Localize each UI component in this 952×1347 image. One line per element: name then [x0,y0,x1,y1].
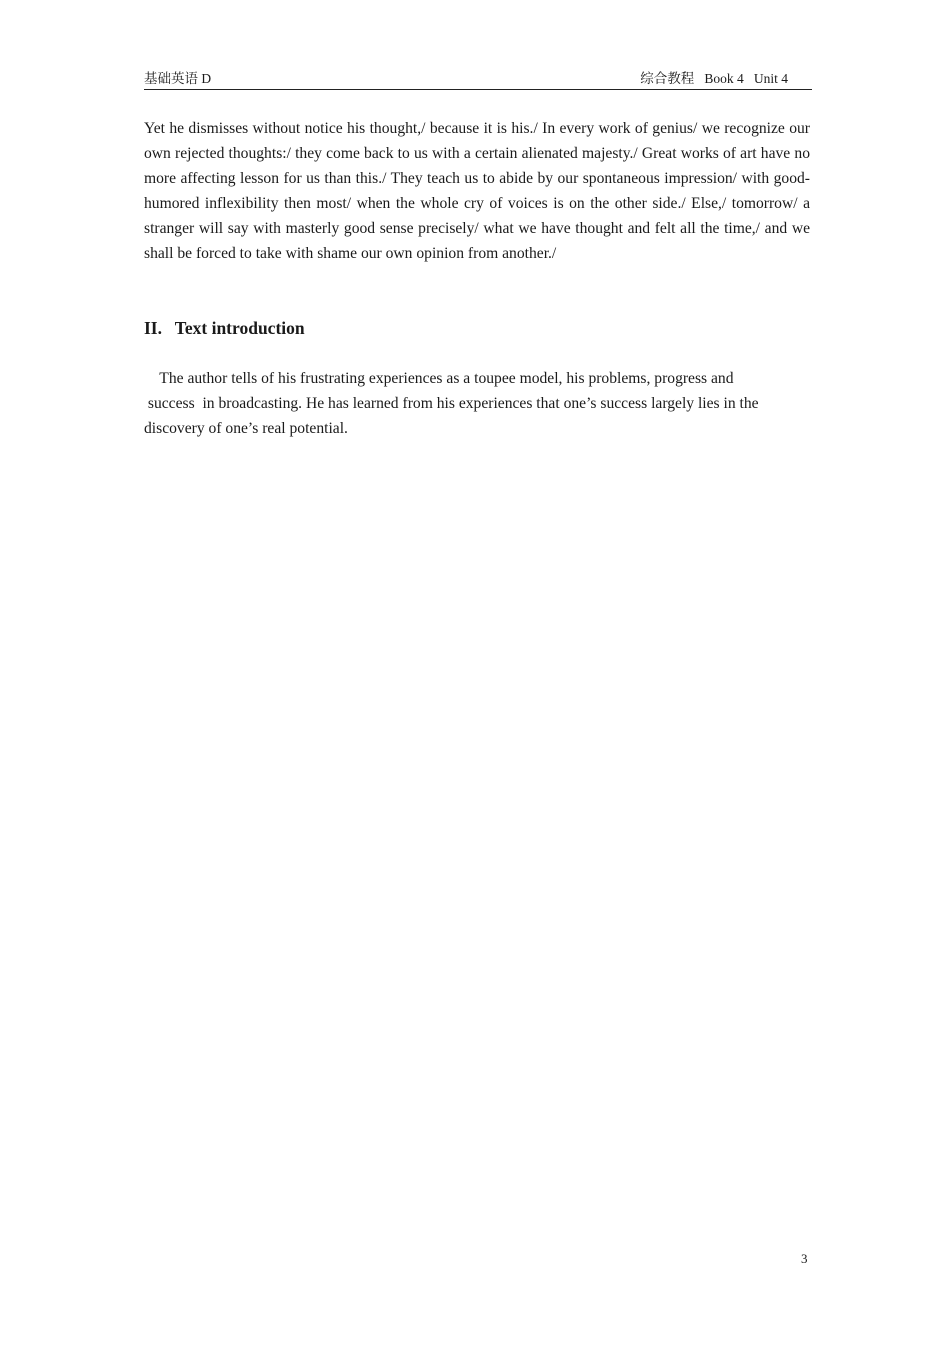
intro-line: The author tells of his frustrating experiences as a toupee model, his problems, progress and [144,370,734,387]
intro-line: success in broadcasting. He has learned from his experiences that one’s success largely lies in the [144,395,759,412]
page-header [144,70,812,90]
header-book-unit: 综合教程 Book 4 Unit 4 [640,71,788,86]
passage-paragraph: Yet he dismisses without notice his thought,/ because it is his./ In every work of genius/ we recognize our own rejected thoughts:/ they come back to us with a certain alienated majesty./ Great works of art have no more affecting lesson for us than this./ They teach us to abide by our spontaneous impression/ with good-humored inflexibility then most/ when the whole cry of voices is on the other side./ Else,/ tomorrow/ a stranger will say with masterly good sense precisely/ what we have thought and felt all the time,/ and we shall be forced to take with shame our own opinion from another./ [144,120,810,262]
text-introduction-paragraph [144,366,810,441]
page-number: 3 [801,1251,808,1266]
header-course-title: 基础英语 D [144,71,212,86]
intro-line: discovery of one’s real potential. [144,420,348,437]
section-heading: II. Text introduction [144,318,305,338]
